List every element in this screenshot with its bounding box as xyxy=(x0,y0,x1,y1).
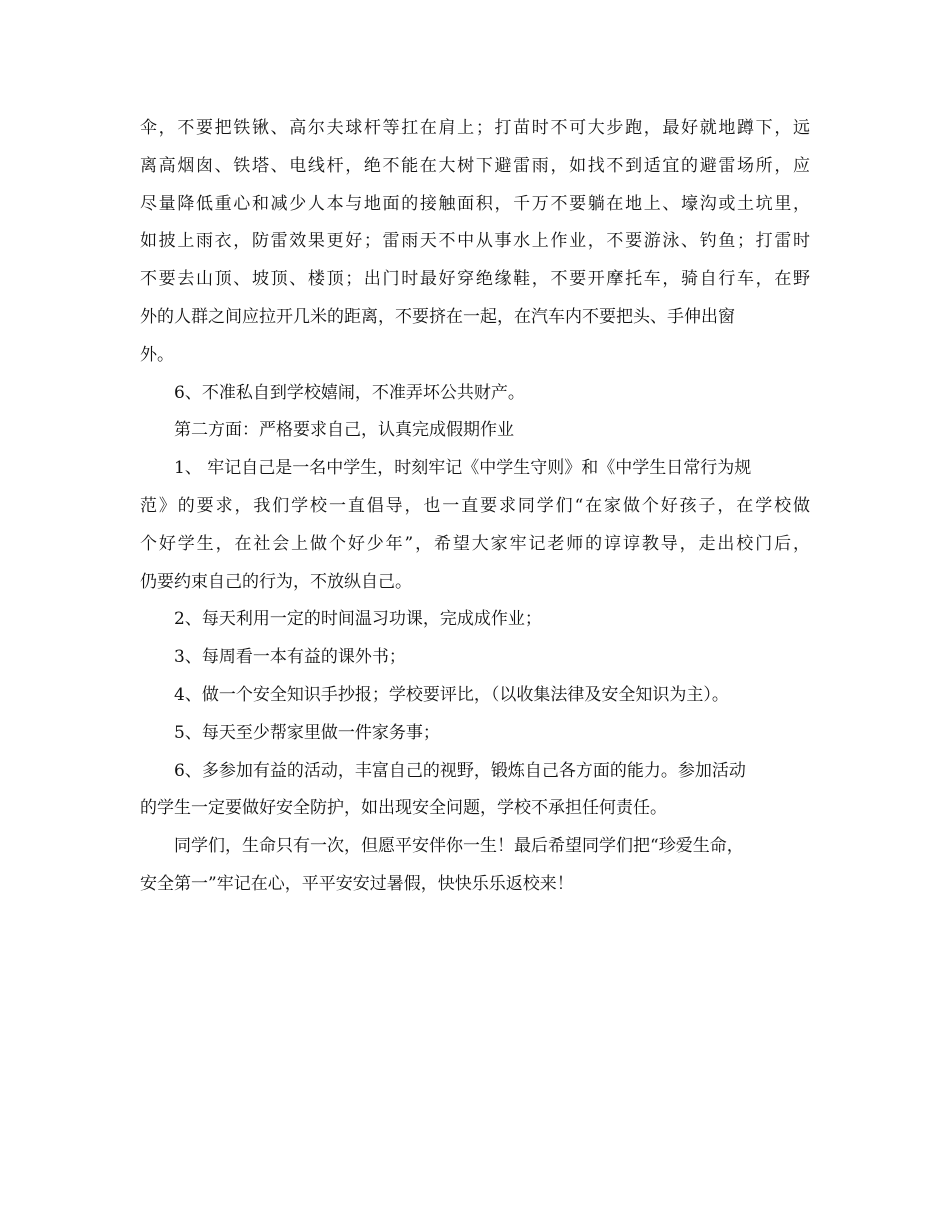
section-heading: 第二方面：严格要求自己，认真完成假期作业 xyxy=(174,420,514,441)
text-line: 离高烟囱、铁塔、电线杆，绝不能在大树下避雷雨，如找不到适宜的避雷场所，应 xyxy=(140,155,810,176)
list-item: 5、每天至少帮家里做一件家务事； xyxy=(174,722,440,743)
text-line: 仍要约束自己的行为，不放纵自己。 xyxy=(140,571,412,592)
text-line: 同学们，生命只有一次，但愿平安伴你一生！最后希望同学们把“珍爱生命， xyxy=(174,836,744,857)
list-item: 3、每周看一本有益的课外书； xyxy=(174,647,406,668)
text-line: 外的人群之间应拉开几米的距离，不要挤在一起，在汽车内不要把头、手伸出窗 xyxy=(140,306,735,327)
text-line: 个好学生，在社会上做个好少年”，希望大家牢记老师的谆谆教导，走出校门后， xyxy=(140,533,810,554)
text-line: 1、 牢记自己是一名中学生，时刻牢记《中学生守则》和《中学生日常行为规 xyxy=(174,458,752,479)
list-item: 2、每天利用一定的时间温习功课，完成成作业； xyxy=(174,609,542,630)
text-line: 安全第一”牢记在心，平平安安过暑假，快快乐乐返校来！ xyxy=(140,873,574,894)
text-line: 范》的要求，我们学校一直倡导，也一直要求同学们“在家做个好孩子，在学校做 xyxy=(140,495,810,516)
text-line: 外。 xyxy=(140,344,174,365)
text-line: 6、不准私自到学校嬉闹，不准弄坏公共财产。 xyxy=(174,382,525,403)
text-line: 尽量降低重心和减少人本与地面的接触面积，千万不要躺在地上、壕沟或土坑里， xyxy=(140,193,810,214)
text-line: 不要去山顶、坡顶、楼顶；出门时最好穿绝缘鞋，不要开摩托车，骑自行车，在野 xyxy=(140,269,810,290)
text-line: 如披上雨衣，防雷效果更好；雷雨天不中从事水上作业，不要游泳、钓鱼；打雷时 xyxy=(140,231,810,252)
text-line: 的学生一定要做好安全防护，如出现安全问题，学校不承担任何责任。 xyxy=(140,798,667,819)
document-body xyxy=(140,110,810,904)
text-line: 伞，不要把铁锹、高尔夫球杆等扛在肩上；打苗时不可大步跑，最好就地蹲下，远 xyxy=(140,118,810,138)
list-item: 6、多参加有益的活动，丰富自己的视野，锻炼自己各方面的能力。参加活动 xyxy=(174,760,746,781)
list-item: 4、做一个安全知识手抄报；学校要评比，（以收集法律及安全知识为主）。 xyxy=(174,684,729,705)
